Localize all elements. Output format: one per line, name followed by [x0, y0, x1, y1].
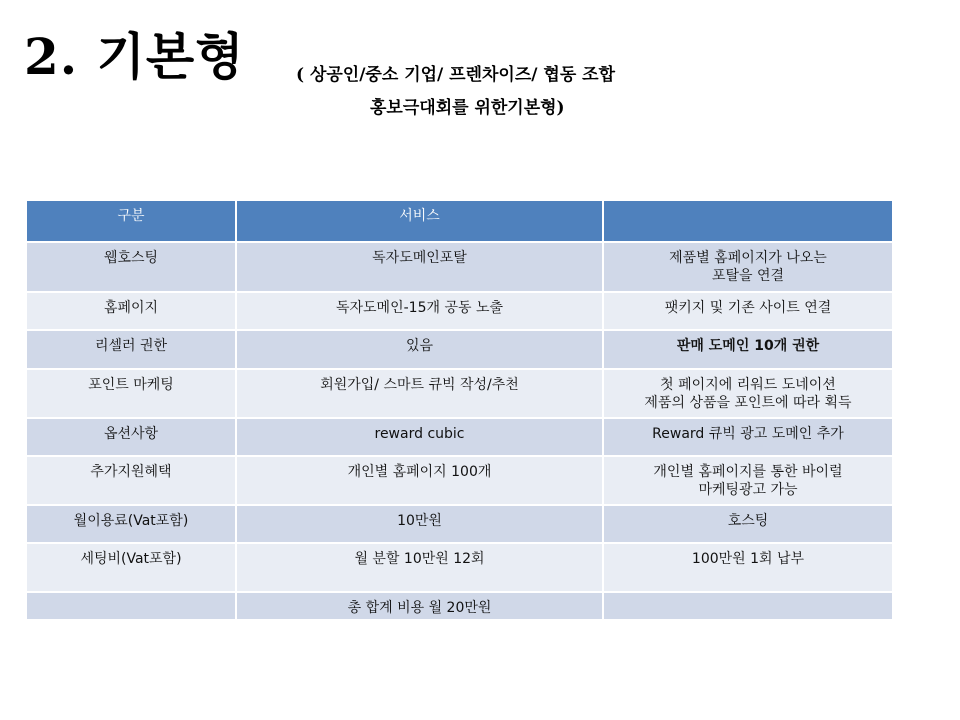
table-row [27, 456, 892, 505]
row-category-cell [27, 456, 236, 505]
cell-text: 총 합계 비용 월 20만원 [347, 600, 492, 616]
page-title: 2. 기본형 [24, 27, 245, 86]
cell-text: 팻키지 및 기존 사이트 연결 [664, 300, 832, 316]
table-row [27, 369, 892, 418]
table-row [27, 505, 892, 543]
row-service-cell [236, 330, 603, 369]
cell-text: 호스팅 [727, 513, 769, 529]
row-service-cell [236, 369, 603, 418]
cell-text: 독자도메인-15개 공동 노출 [335, 300, 503, 316]
cell-text: 추가지원혜택 [90, 464, 172, 480]
row-details-cell [603, 242, 892, 292]
table-row [27, 543, 892, 592]
row-category-cell [27, 242, 236, 292]
cell-text: 10만원 [397, 513, 442, 529]
row-service-cell [236, 505, 603, 543]
header-service: 서비스 [236, 201, 603, 242]
row-service-cell [236, 242, 603, 292]
cell-text: 세팅비(Vat포함) [80, 551, 182, 567]
cell-text: 개인별 홈페이지 100개 [347, 464, 492, 480]
row-details-cell [603, 505, 892, 543]
row-details-cell [603, 369, 892, 418]
page-subtitle-line2: 홍보극대회를 위한기본형) [370, 98, 565, 118]
row-details-cell [603, 292, 892, 330]
cell-text: 제품별 홈페이지가 나오는 포탈을 연결 [669, 250, 827, 284]
row-category-cell [27, 292, 236, 330]
cell-text: reward cubic [374, 426, 465, 442]
cell-text: 홈페이지 [103, 300, 159, 316]
row-category-cell [27, 592, 236, 620]
row-details-cell [603, 330, 892, 369]
row-details-cell [603, 543, 892, 592]
row-category-cell [27, 543, 236, 592]
cell-text: 옵션사항 [103, 426, 159, 442]
table-row [27, 292, 892, 330]
cell-text: 리셀러 권한 [94, 338, 168, 354]
table-header-row [27, 201, 892, 242]
cell-text: 웹호스팅 [103, 250, 159, 266]
row-category-cell [27, 330, 236, 369]
row-category-cell [27, 505, 236, 543]
row-service-cell [236, 456, 603, 505]
cell-text: 독자도메인포탈 [372, 250, 467, 266]
row-category-cell [27, 418, 236, 456]
row-service-cell [236, 543, 603, 592]
row-category-cell [27, 369, 236, 418]
cell-text: 첫 페이지에 리워드 도네이션 제품의 상품을 포인트에 따라 획득 [644, 377, 852, 411]
cell-text: 개인별 홈페이지를 통한 바이럴 마케팅광고 가능 [653, 464, 843, 498]
cell-text: 월이용료(Vat포함) [73, 513, 189, 529]
header-details [603, 201, 892, 242]
cell-text: 100만원 1회 납부 [691, 551, 805, 567]
cell-text: Reward 큐빅 광고 도메인 추가 [652, 426, 844, 442]
cell-text: 회원가입/ 스마트 큐빅 작성/추천 [320, 377, 519, 393]
row-details-cell [603, 418, 892, 456]
header-category: 구분 [27, 201, 236, 242]
table-row [27, 592, 892, 620]
table-row [27, 242, 892, 292]
row-service-cell [236, 592, 603, 620]
service-table [27, 201, 892, 621]
cell-text: 월 분할 10만원 12회 [354, 551, 485, 567]
row-service-cell [236, 418, 603, 456]
table-row [27, 330, 892, 369]
cell-text: 판매 도메인 10개 권한 [676, 338, 820, 354]
row-details-cell [603, 592, 892, 620]
row-details-cell [603, 456, 892, 505]
cell-text: 있음 [405, 338, 434, 354]
row-service-cell [236, 292, 603, 330]
cell-text: 포인트 마케팅 [88, 377, 174, 393]
page-subtitle-line1: ( 상공인/중소 기업/ 프렌차이즈/ 협동 조합 [296, 65, 616, 85]
table-row [27, 418, 892, 456]
